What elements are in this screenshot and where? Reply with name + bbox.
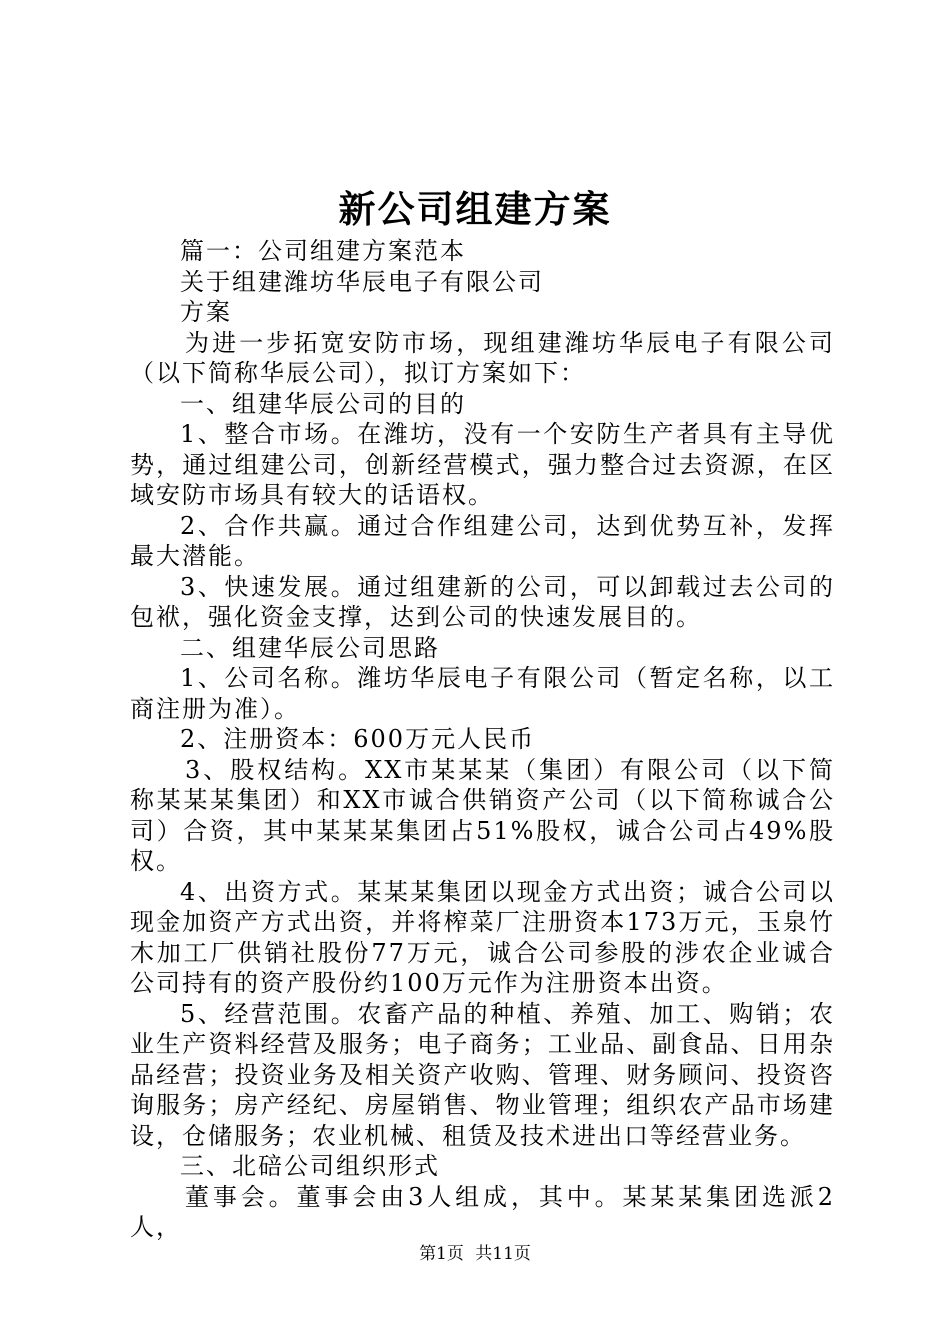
paragraph: 2、注册资本：600万元人民币 [180, 725, 536, 753]
paragraph: 董事会。董事会由3人组成，其中。某某某集团选派2人， [130, 1182, 835, 1241]
paragraph: 1、公司名称。潍坊华辰电子有限公司（暂定名称，以工商注册为准）。 [130, 664, 835, 723]
paragraph: 5、经营范围。农畜产品的种植、养殖、加工、购销；农业生产资料经营及服务；电子商务；工业品、副食品、日用杂品经营；投资业务及相关资产收购、管理、财务顾问、投资咨询服务；房产经纪、房屋销售、物业管理；组织农产品市场建设，仓储服务；农业机械、租赁及技术进出口等经营业务。 [130, 999, 835, 1150]
section-heading: 二、组建华辰公司思路 [180, 633, 440, 662]
section-heading: 一、组建华辰公司的目的 [180, 389, 466, 418]
page-footer [0, 1243, 950, 1265]
paragraph: 为进一步拓宽安防市场，现组建潍坊华辰电子有限公司（以下简称华辰公司），拟订方案如下： [130, 328, 835, 387]
section-heading: 三、北碚公司组织形式 [180, 1152, 440, 1180]
paragraph: 方案 [180, 298, 232, 326]
paragraph: 3、快速发展。通过组建新的公司，可以卸载过去公司的包袱，强化资金支撑，达到公司的快速发展目的。 [130, 572, 835, 631]
paragraph: 4、出资方式。某某某集团以现金方式出资；诚合公司以现金加资产方式出资，并将榨菜厂注册资本173万元，玉泉竹木加工厂供销社股份77万元，诚合公司参股的涉农企业诚合公司持有的资产股份约100万元作为注册资本出资。 [130, 877, 835, 997]
document-title: 新公司组建方案 [338, 187, 612, 231]
document-body [130, 236, 835, 1243]
paragraph: 3、股权结构。XX市某某某（集团）有限公司（以下简称某某某集团）和XX市诚合供销资产公司（以下简称诚合公司）合资，其中某某某集团占51%股权，诚合公司占49%股权。 [130, 755, 835, 875]
page-number: 第1页 [419, 1244, 464, 1264]
page-total: 共11页 [475, 1244, 531, 1264]
paragraph: 篇一：公司组建方案范本 [180, 237, 466, 265]
paragraph: 关于组建潍坊华辰电子有限公司 [180, 267, 544, 296]
paragraph: 1、整合市场。在潍坊，没有一个安防生产者具有主导优势，通过组建公司，创新经营模式，强力整合过去资源，在区域安防市场具有较大的话语权。 [130, 420, 835, 509]
paragraph: 2、合作共赢。通过合作组建公司，达到优势互补，发挥最大潜能。 [130, 511, 835, 570]
